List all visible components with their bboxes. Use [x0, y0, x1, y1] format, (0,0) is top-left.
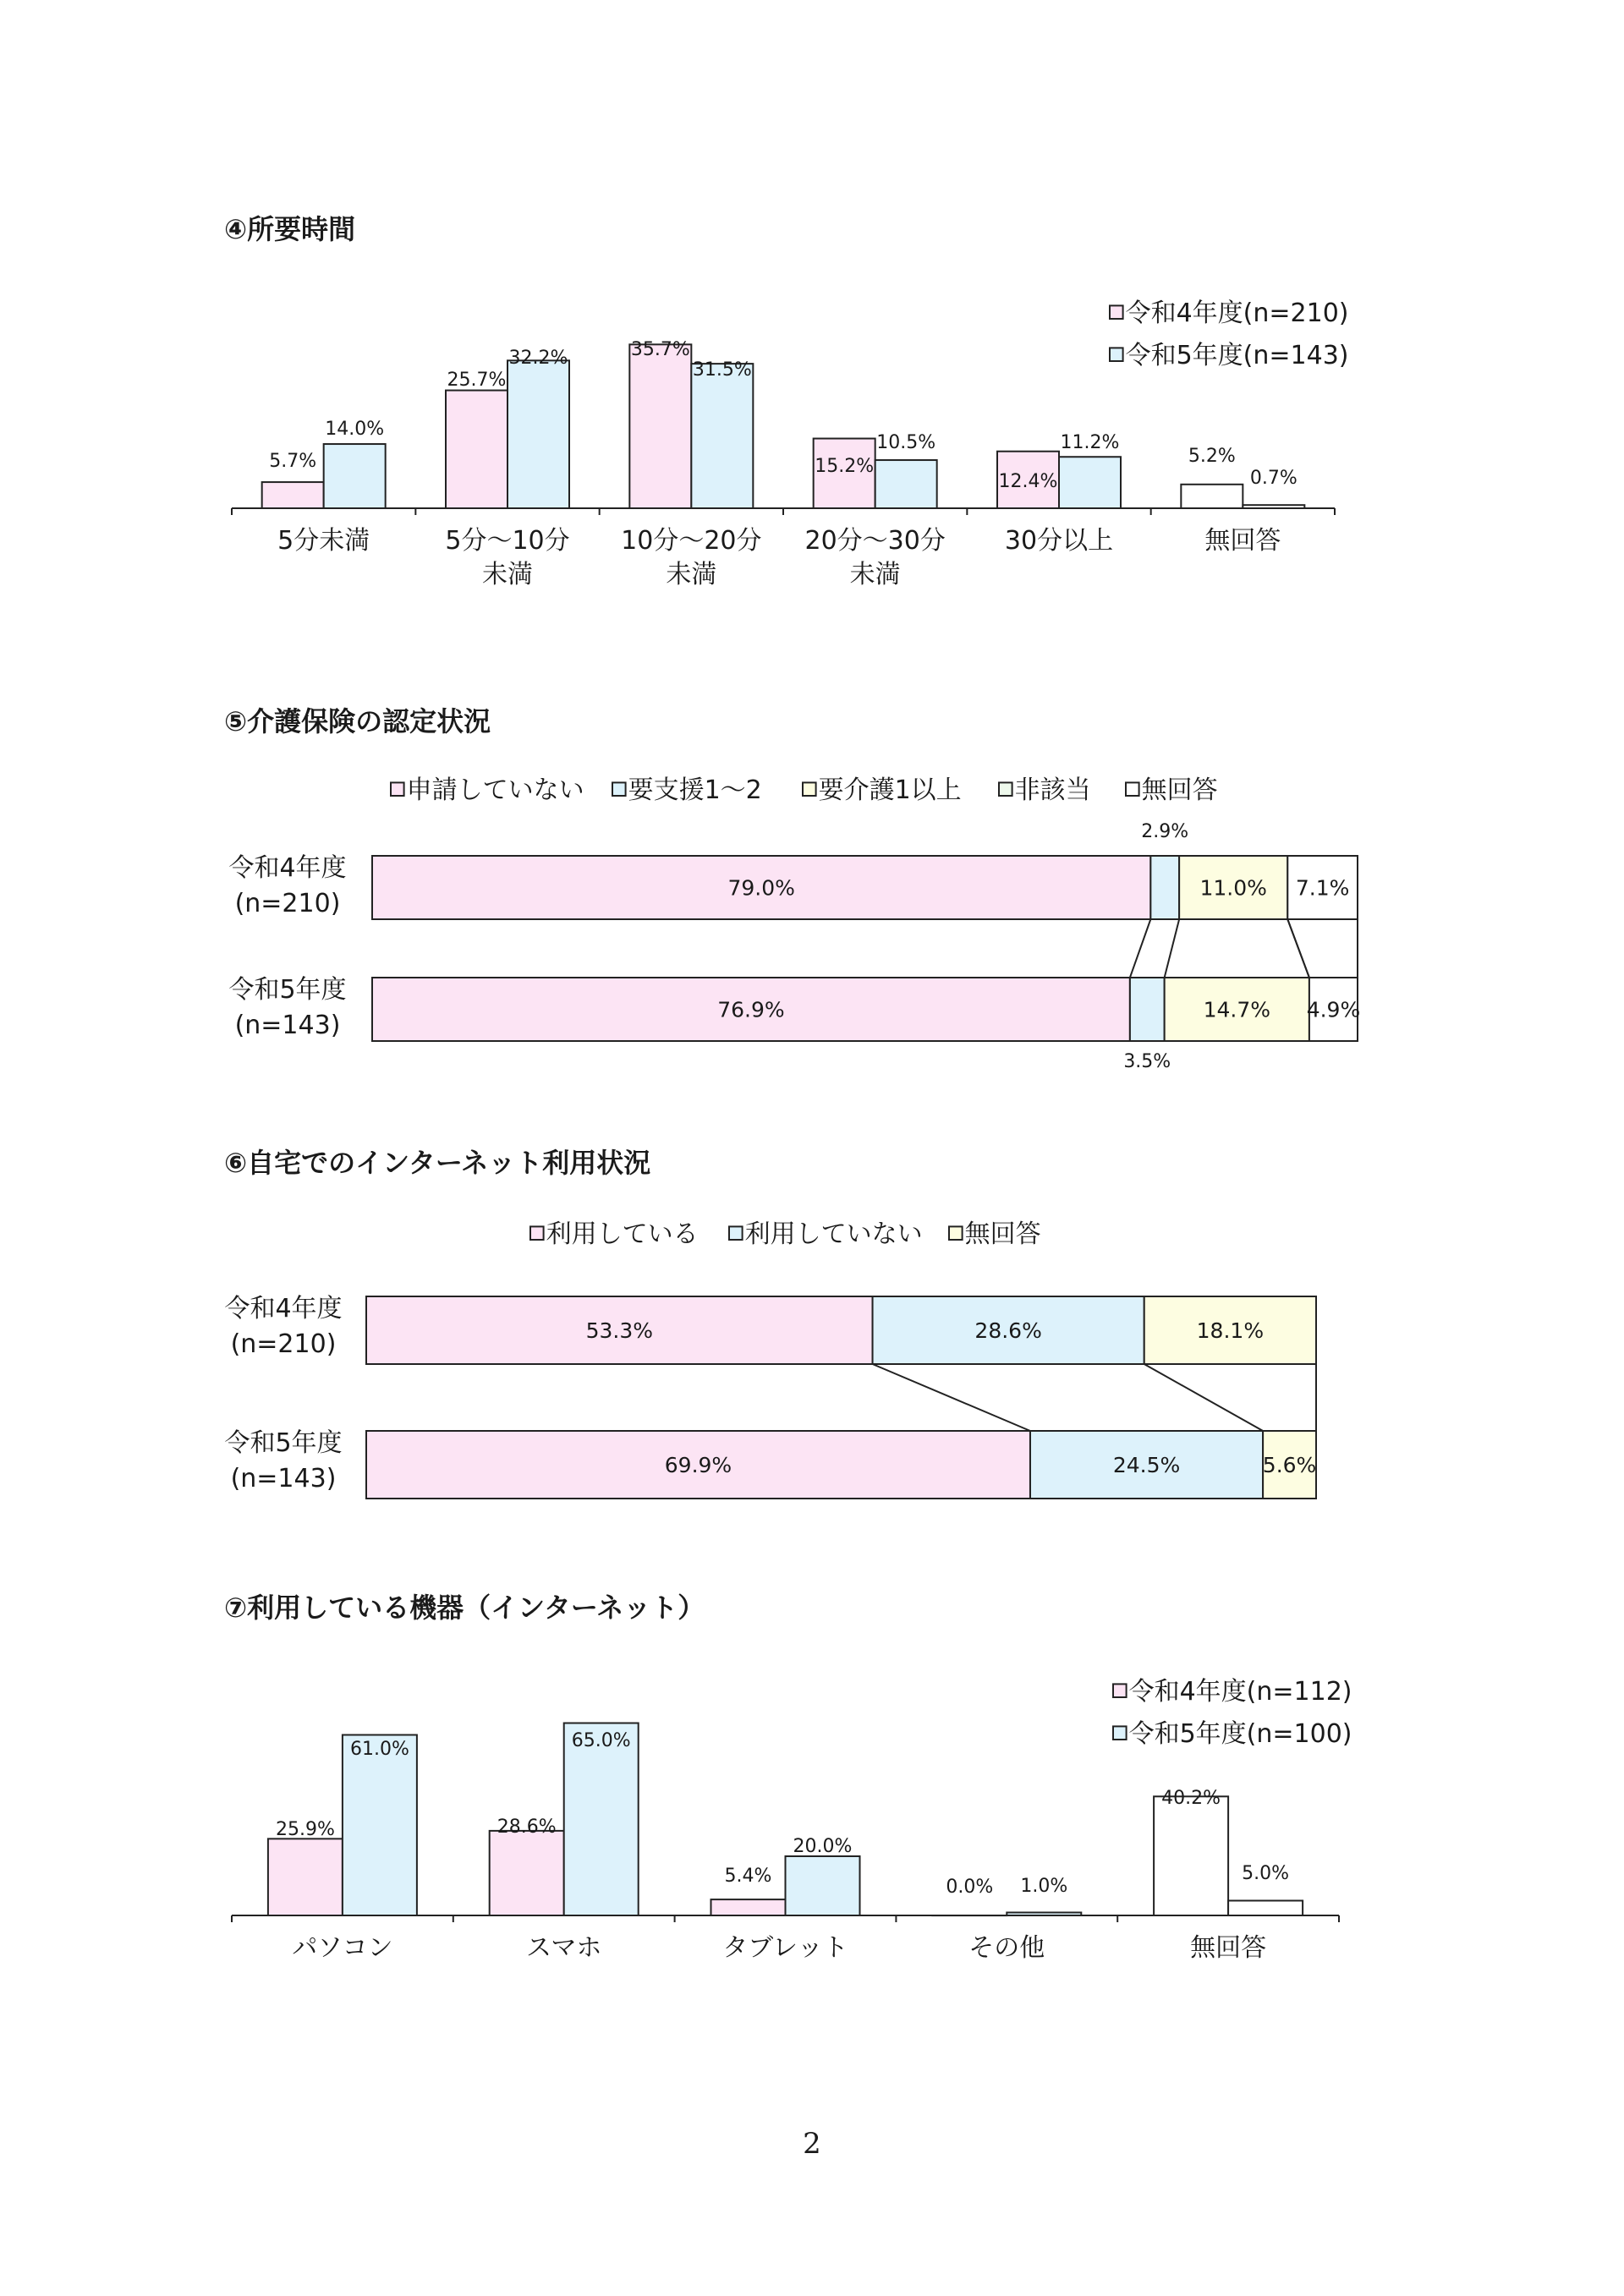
- category-label-5: 無回答: [1190, 1933, 1267, 1963]
- data-label-1-6: 5.2%: [1188, 446, 1236, 467]
- connector-line: [1144, 1364, 1263, 1431]
- bar-1-5: [1154, 1796, 1228, 1915]
- segment-label-r1-1: 79.0%: [727, 875, 795, 901]
- data-label-1-3: 5.4%: [724, 1866, 772, 1887]
- segment-label-r2-2: 24.5%: [1112, 1453, 1181, 1477]
- bar-1-3: [711, 1899, 786, 1915]
- legend-series-2-label: 令和5年度(n=143): [1125, 341, 1349, 370]
- legend-item-2-label: 要支援1～2: [628, 775, 762, 805]
- data-label-2-3: 31.5%: [692, 359, 752, 381]
- data-label-2-6: 0.7%: [1249, 468, 1298, 489]
- segment-label-r1-2: 2.9%: [1141, 821, 1189, 842]
- category-label-4-line2: 未満: [849, 560, 901, 589]
- travel-time-chart: [0, 288, 1624, 609]
- page-number: 2: [803, 2127, 821, 2161]
- legend-item-5-label: 無回答: [1141, 775, 1218, 805]
- legend-item-2-swatch: [729, 1226, 743, 1240]
- bar-2-2: [508, 360, 569, 508]
- section-title-internet-usage: ⑥自宅でのインターネット利用状況: [224, 1147, 651, 1179]
- section-title-care-insurance: ⑤介護保険の認定状況: [224, 705, 491, 737]
- legend-series-2-swatch: [1113, 1726, 1127, 1740]
- category-label-2-line2: 未満: [482, 560, 533, 589]
- data-label-1-5: 12.4%: [998, 471, 1058, 492]
- data-label-2-3: 20.0%: [793, 1836, 853, 1857]
- data-label-1-1: 25.9%: [275, 1819, 335, 1840]
- row-label-1: 令和4年度: [228, 853, 347, 883]
- bar-1-2: [446, 391, 508, 508]
- row-label-2: 令和5年度: [224, 1428, 343, 1458]
- connector-line: [873, 1364, 1030, 1431]
- segment-label-r1-3: 18.1%: [1196, 1318, 1265, 1343]
- data-label-1-2: 28.6%: [497, 1817, 557, 1838]
- care-insurance-chart: [0, 761, 1624, 1082]
- bar-2-3: [691, 364, 753, 508]
- devices-chart: [0, 1674, 1624, 1987]
- bar-2-1: [343, 1735, 417, 1916]
- legend-item-1-swatch: [530, 1226, 544, 1240]
- legend-item-3-label: 要介護1以上: [818, 775, 962, 805]
- data-label-1-4: 15.2%: [815, 456, 875, 477]
- row-label-2-n: (n=143): [230, 1464, 337, 1493]
- category-label-4: 20分～30分: [804, 526, 946, 556]
- legend-item-1-label: 申請していない: [406, 775, 584, 805]
- bar-1-1: [268, 1838, 343, 1915]
- data-label-1-5: 40.2%: [1161, 1788, 1221, 1809]
- legend-item-3-swatch: [803, 782, 816, 796]
- category-label-3: タブレット: [722, 1933, 848, 1963]
- legend-item-2-label: 利用していない: [744, 1219, 923, 1249]
- category-label-3: 10分～20分: [621, 526, 762, 556]
- segment-label-r1-3: 11.0%: [1199, 875, 1267, 901]
- legend-series-1-swatch: [1110, 305, 1123, 319]
- legend-item-3-label: 無回答: [964, 1219, 1041, 1249]
- connector-line: [1165, 919, 1179, 978]
- legend-series-2-swatch: [1110, 348, 1123, 361]
- segment-label-r1-5: 7.1%: [1295, 875, 1350, 901]
- legend-series-1-swatch: [1113, 1684, 1127, 1697]
- data-label-2-4: 10.5%: [876, 432, 936, 453]
- category-label-1: パソコン: [292, 1933, 393, 1963]
- legend-item-3-swatch: [949, 1226, 963, 1240]
- segment-label-r2-3: 5.6%: [1262, 1453, 1317, 1477]
- bar-1-2: [490, 1831, 564, 1915]
- segment-r1-2: [1150, 856, 1179, 919]
- category-label-4: その他: [968, 1933, 1045, 1963]
- data-label-2-5: 11.2%: [1060, 432, 1120, 453]
- bar-2-2: [564, 1723, 639, 1916]
- category-label-1: 5分未満: [277, 526, 370, 556]
- section-title-devices: ⑦利用している機器（インターネット）: [224, 1592, 705, 1624]
- legend-item-4-label: 非該当: [1014, 775, 1091, 805]
- row-label-2: 令和5年度: [228, 975, 347, 1005]
- data-label-2-5: 5.0%: [1242, 1863, 1290, 1884]
- segment-label-r1-2: 28.6%: [974, 1318, 1042, 1343]
- segment-label-r2-1: 69.9%: [664, 1453, 732, 1477]
- category-label-3-line2: 未満: [666, 560, 717, 589]
- category-label-2: 5分～10分: [445, 526, 570, 556]
- internet-usage-chart: [0, 1209, 1624, 1514]
- bar-2-5: [1228, 1901, 1303, 1916]
- legend-item-1-swatch: [391, 782, 404, 796]
- data-label-2-2: 32.2%: [508, 348, 568, 369]
- segment-label-r2-3: 14.7%: [1203, 997, 1270, 1022]
- row-label-1-n: (n=210): [230, 1329, 337, 1359]
- category-label-6: 無回答: [1204, 526, 1281, 556]
- segment-label-r2-5: 4.9%: [1306, 997, 1361, 1022]
- bar-2-5: [1059, 457, 1121, 508]
- legend-series-1-label: 令和4年度(n=112): [1128, 1677, 1352, 1707]
- bar-2-4: [875, 460, 937, 508]
- row-label-2-n: (n=143): [234, 1011, 341, 1040]
- bar-2-3: [786, 1856, 860, 1915]
- legend-series-2-label: 令和5年度(n=100): [1128, 1719, 1352, 1749]
- row-label-1-n: (n=210): [234, 889, 341, 918]
- legend-series-1-label: 令和4年度(n=210): [1125, 299, 1349, 328]
- bar-1-3: [629, 344, 691, 508]
- data-label-1-2: 25.7%: [447, 370, 507, 391]
- data-label-2-4: 1.0%: [1020, 1876, 1068, 1897]
- legend-item-4-swatch: [999, 782, 1012, 796]
- bar-2-1: [324, 444, 386, 508]
- data-label-2-1: 14.0%: [325, 419, 385, 440]
- segment-label-r1-1: 53.3%: [585, 1318, 653, 1343]
- data-label-2-2: 65.0%: [571, 1730, 631, 1751]
- data-label-1-4: 0.0%: [946, 1877, 994, 1898]
- section-title-travel-time: ④所要時間: [224, 213, 356, 245]
- data-label-1-3: 35.7%: [630, 339, 690, 360]
- category-label-2: スマホ: [525, 1933, 602, 1963]
- legend-item-5-swatch: [1126, 782, 1139, 796]
- legend-item-1-label: 利用している: [546, 1219, 699, 1249]
- data-label-1-1: 5.7%: [269, 451, 317, 472]
- row-label-1: 令和4年度: [224, 1294, 343, 1323]
- connector-line: [1130, 919, 1150, 978]
- segment-label-r2-1: 76.9%: [717, 997, 785, 1022]
- connector-line: [1287, 919, 1309, 978]
- category-label-5: 30分以上: [1004, 526, 1114, 556]
- bar-1-1: [262, 482, 324, 508]
- bar-1-6: [1181, 485, 1243, 508]
- data-label-2-1: 61.0%: [349, 1739, 409, 1760]
- segment-label-r2-2: 3.5%: [1123, 1051, 1171, 1072]
- legend-item-2-swatch: [612, 782, 626, 796]
- segment-r2-2: [1130, 978, 1165, 1041]
